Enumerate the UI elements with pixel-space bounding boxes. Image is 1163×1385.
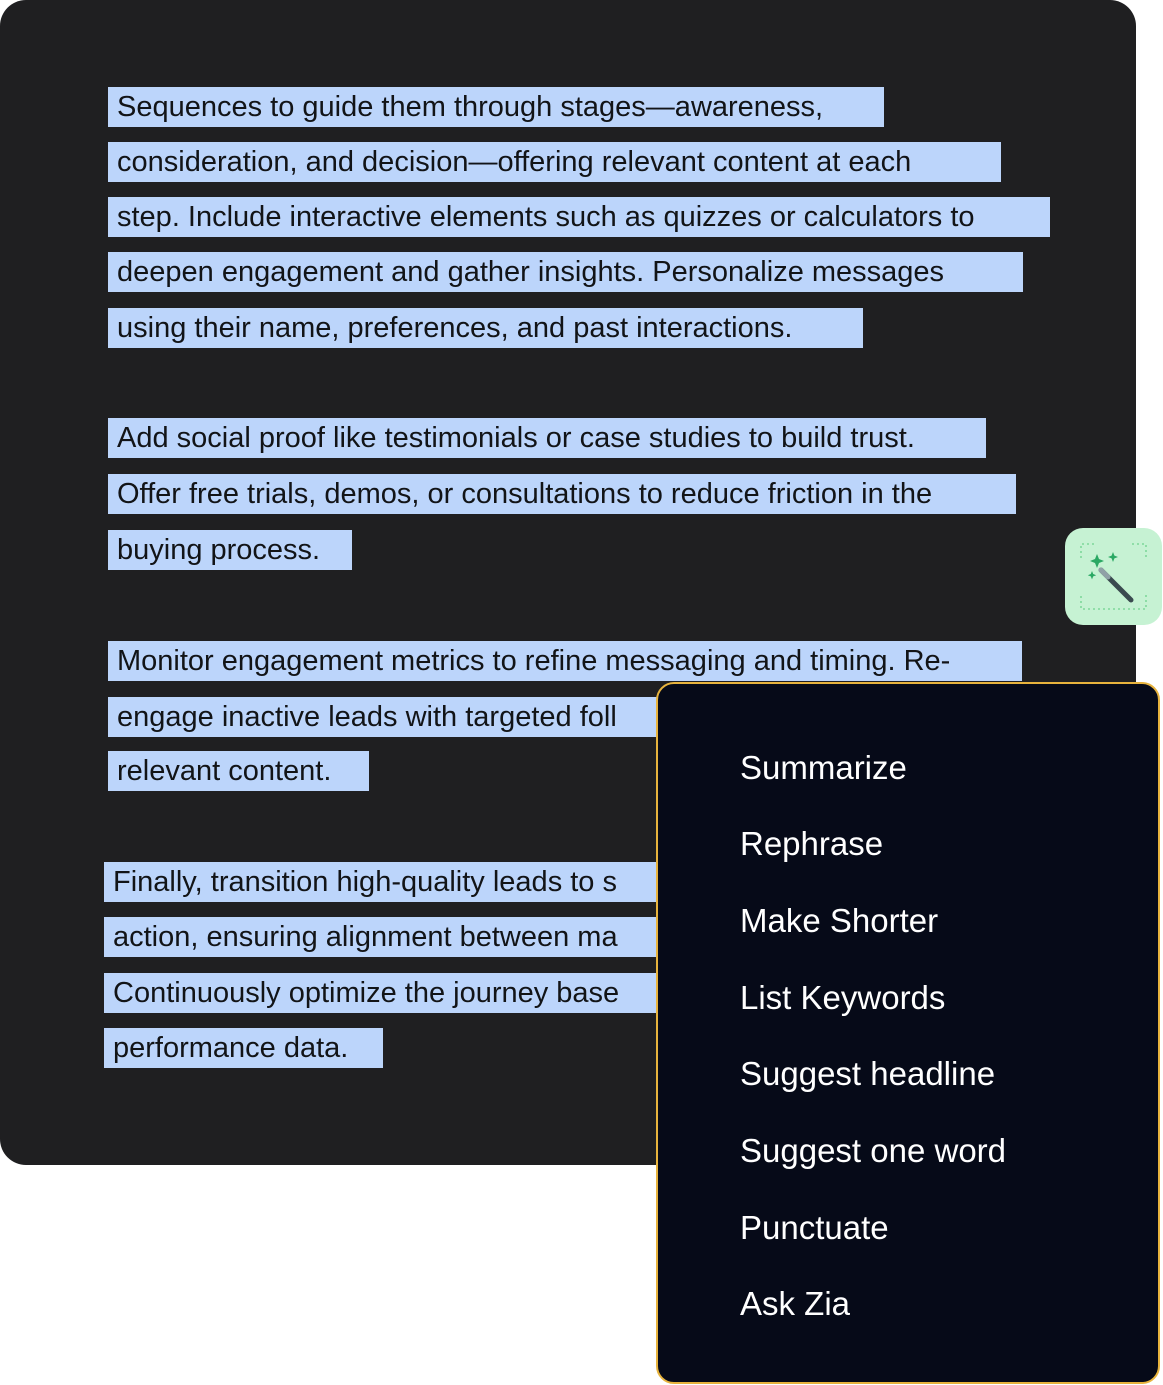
- selected-text-line[interactable]: Sequences to guide them through stages—awareness,: [108, 87, 884, 127]
- menu-item-punctuate[interactable]: Punctuate: [740, 1209, 889, 1246]
- selected-text-line[interactable]: Monitor engagement metrics to refine messaging and timing. Re-: [108, 641, 1022, 681]
- selected-text-line[interactable]: Add social proof like testimonials or case studies to build trust.: [108, 418, 986, 458]
- selected-text-line[interactable]: Continuously optimize the journey base: [104, 973, 668, 1013]
- menu-item-suggest-one-word[interactable]: Suggest one word: [740, 1132, 1007, 1169]
- selected-text-line[interactable]: performance data.: [104, 1028, 383, 1068]
- selected-text-line[interactable]: using their name, preferences, and past interactions.: [108, 308, 863, 348]
- menu-item-make-shorter[interactable]: Make Shorter: [740, 902, 939, 939]
- menu-item-ask-zia[interactable]: Ask Zia: [740, 1285, 851, 1322]
- selected-text-line[interactable]: Offer free trials, demos, or consultations to reduce friction in the: [108, 474, 1016, 514]
- selected-text-line[interactable]: consideration, and decision—offering relevant content at each: [108, 142, 1001, 182]
- menu-item-summarize[interactable]: Summarize: [740, 749, 907, 786]
- selected-text-line[interactable]: relevant content.: [108, 751, 369, 791]
- selected-text-line[interactable]: step. Include interactive elements such as quizzes or calculators to: [108, 197, 1050, 237]
- menu-item-list-keywords[interactable]: List Keywords: [740, 979, 946, 1016]
- selected-text-line[interactable]: engage inactive leads with targeted foll: [108, 697, 668, 737]
- ai-actions-menu: [656, 682, 1160, 1384]
- ai-assist-button[interactable]: [1065, 528, 1162, 625]
- menu-item-suggest-headline[interactable]: Suggest headline: [740, 1055, 996, 1092]
- magic-wand-icon: [1065, 528, 1162, 625]
- selected-text-line[interactable]: buying process.: [108, 530, 352, 570]
- selected-text-line[interactable]: deepen engagement and gather insights. Personalize messages: [108, 252, 1023, 292]
- selected-text-line[interactable]: Finally, transition high-quality leads to s: [104, 862, 668, 902]
- menu-item-rephrase[interactable]: Rephrase: [740, 825, 884, 862]
- selected-text-line[interactable]: action, ensuring alignment between ma: [104, 917, 668, 957]
